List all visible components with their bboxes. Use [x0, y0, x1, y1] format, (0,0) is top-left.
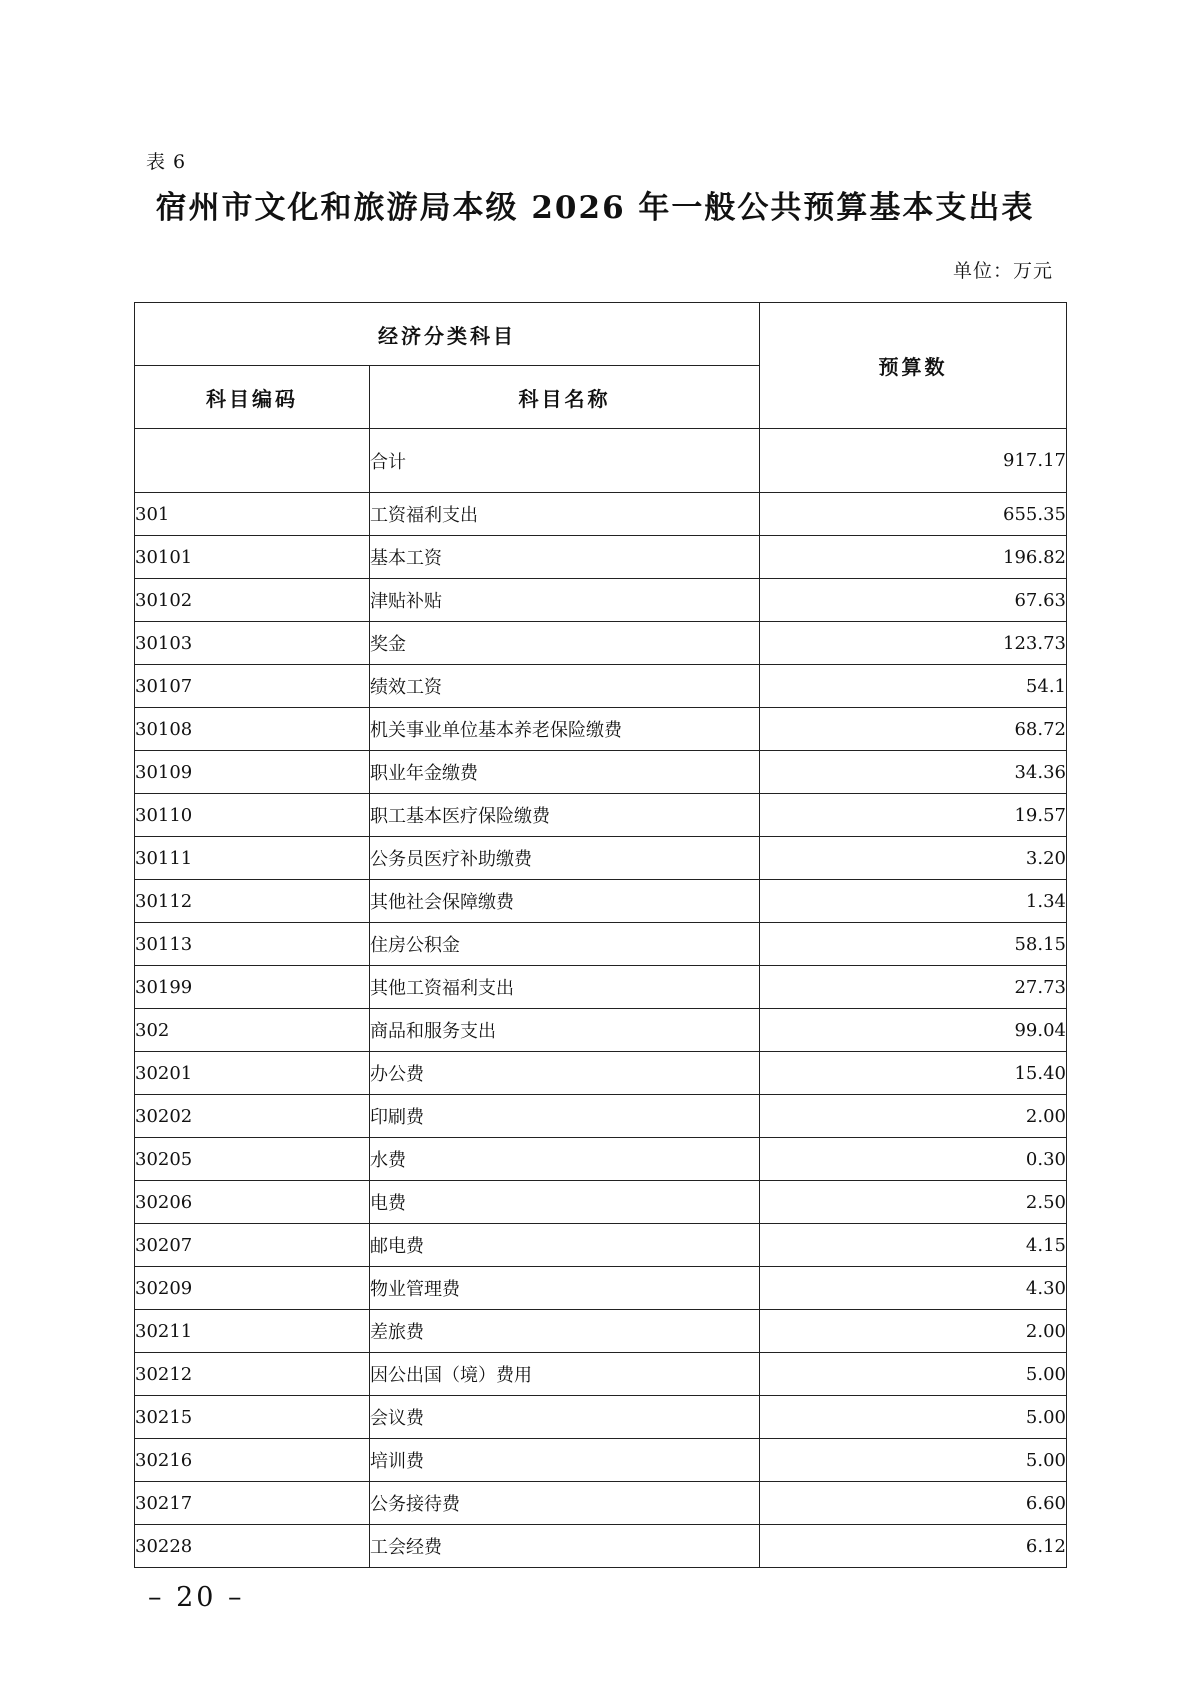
cell-name: 培训费	[370, 1439, 760, 1482]
cell-name: 职工基本医疗保险缴费	[370, 794, 760, 837]
table-row	[135, 923, 1067, 966]
cell-name: 差旅费	[370, 1310, 760, 1353]
cell-amount: 5.00	[760, 1439, 1067, 1482]
cell-code: 30206	[135, 1181, 370, 1224]
page-title: 宿州市文化和旅游局本级 2026 年一般公共预算基本支出表	[155, 190, 1035, 226]
cell-name: 住房公积金	[370, 923, 760, 966]
cell-code: 30111	[135, 837, 370, 880]
cell-name: 其他工资福利支出	[370, 966, 760, 1009]
cell-code: 30108	[135, 708, 370, 751]
cell-code: 30202	[135, 1095, 370, 1138]
page-number: – 20 –	[148, 1582, 245, 1613]
cell-code: 30209	[135, 1267, 370, 1310]
cell-name: 水费	[370, 1138, 760, 1181]
total-amount: 917.17	[760, 429, 1067, 493]
cell-name: 奖金	[370, 622, 760, 665]
unit-label: 单位：万元	[952, 260, 1053, 282]
table-label: 表 6	[146, 151, 187, 173]
cell-amount: 0.30	[760, 1138, 1067, 1181]
total-label: 合计	[370, 429, 760, 493]
cell-amount: 58.15	[760, 923, 1067, 966]
table-row	[135, 966, 1067, 1009]
cell-name: 公务员医疗补助缴费	[370, 837, 760, 880]
cell-code: 30199	[135, 966, 370, 1009]
cell-code: 30207	[135, 1224, 370, 1267]
cell-code: 30112	[135, 880, 370, 923]
table-row	[135, 493, 1067, 536]
cell-name: 公务接待费	[370, 1482, 760, 1525]
cell-name: 印刷费	[370, 1095, 760, 1138]
cell-amount: 2.00	[760, 1310, 1067, 1353]
cell-name: 工会经费	[370, 1525, 760, 1568]
cell-code: 30110	[135, 794, 370, 837]
cell-name: 工资福利支出	[370, 493, 760, 536]
cell-amount: 4.15	[760, 1224, 1067, 1267]
table-row	[135, 665, 1067, 708]
table-row	[135, 880, 1067, 923]
table-row	[135, 536, 1067, 579]
cell-code: 30102	[135, 579, 370, 622]
cell-amount: 19.57	[760, 794, 1067, 837]
cell-code: 30215	[135, 1396, 370, 1439]
table-row	[135, 1396, 1067, 1439]
cell-amount: 123.73	[760, 622, 1067, 665]
cell-code: 30101	[135, 536, 370, 579]
cell-amount: 6.12	[760, 1525, 1067, 1568]
cell-code: 30216	[135, 1439, 370, 1482]
cell-code: 30107	[135, 665, 370, 708]
cell-amount: 196.82	[760, 536, 1067, 579]
column-header-name: 科目名称	[370, 366, 760, 429]
table-row	[135, 751, 1067, 794]
table-row	[135, 1181, 1067, 1224]
cell-name: 物业管理费	[370, 1267, 760, 1310]
table-row	[135, 1052, 1067, 1095]
cell-code: 30212	[135, 1353, 370, 1396]
total-code	[135, 429, 370, 493]
cell-name: 会议费	[370, 1396, 760, 1439]
cell-name: 绩效工资	[370, 665, 760, 708]
cell-name: 商品和服务支出	[370, 1009, 760, 1052]
cell-name: 机关事业单位基本养老保险缴费	[370, 708, 760, 751]
column-header-amount: 预算数	[760, 303, 1067, 429]
cell-amount: 54.1	[760, 665, 1067, 708]
cell-amount: 2.00	[760, 1095, 1067, 1138]
table-row	[135, 1095, 1067, 1138]
cell-amount: 27.73	[760, 966, 1067, 1009]
budget-table	[134, 302, 1067, 1568]
table-row	[135, 708, 1067, 751]
table-row	[135, 1224, 1067, 1267]
table-row	[135, 794, 1067, 837]
table-row	[135, 1525, 1067, 1568]
cell-amount: 5.00	[760, 1353, 1067, 1396]
cell-code: 30103	[135, 622, 370, 665]
cell-name: 津贴补贴	[370, 579, 760, 622]
cell-amount: 2.50	[760, 1181, 1067, 1224]
cell-name: 其他社会保障缴费	[370, 880, 760, 923]
cell-code: 30205	[135, 1138, 370, 1181]
cell-code: 30228	[135, 1525, 370, 1568]
cell-code: 302	[135, 1009, 370, 1052]
cell-code: 30211	[135, 1310, 370, 1353]
table-row	[135, 1009, 1067, 1052]
cell-amount: 34.36	[760, 751, 1067, 794]
cell-amount: 655.35	[760, 493, 1067, 536]
group-header: 经济分类科目	[135, 303, 760, 366]
cell-amount: 1.34	[760, 880, 1067, 923]
cell-name: 基本工资	[370, 536, 760, 579]
cell-amount: 15.40	[760, 1052, 1067, 1095]
cell-code: 301	[135, 493, 370, 536]
total-row	[135, 429, 1067, 493]
table-row	[135, 1310, 1067, 1353]
cell-code: 30113	[135, 923, 370, 966]
cell-name: 电费	[370, 1181, 760, 1224]
table-row	[135, 1439, 1067, 1482]
cell-code: 30217	[135, 1482, 370, 1525]
cell-name: 办公费	[370, 1052, 760, 1095]
cell-amount: 5.00	[760, 1396, 1067, 1439]
cell-name: 职业年金缴费	[370, 751, 760, 794]
table-row	[135, 837, 1067, 880]
cell-amount: 6.60	[760, 1482, 1067, 1525]
table-row	[135, 1482, 1067, 1525]
cell-code: 30109	[135, 751, 370, 794]
table-row	[135, 1138, 1067, 1181]
table-row	[135, 1353, 1067, 1396]
cell-amount: 3.20	[760, 837, 1067, 880]
column-header-code: 科目编码	[135, 366, 370, 429]
cell-amount: 4.30	[760, 1267, 1067, 1310]
cell-amount: 67.63	[760, 579, 1067, 622]
table-row	[135, 579, 1067, 622]
table-row	[135, 1267, 1067, 1310]
cell-code: 30201	[135, 1052, 370, 1095]
table-row	[135, 622, 1067, 665]
cell-name: 因公出国（境）费用	[370, 1353, 760, 1396]
cell-amount: 99.04	[760, 1009, 1067, 1052]
cell-name: 邮电费	[370, 1224, 760, 1267]
cell-amount: 68.72	[760, 708, 1067, 751]
